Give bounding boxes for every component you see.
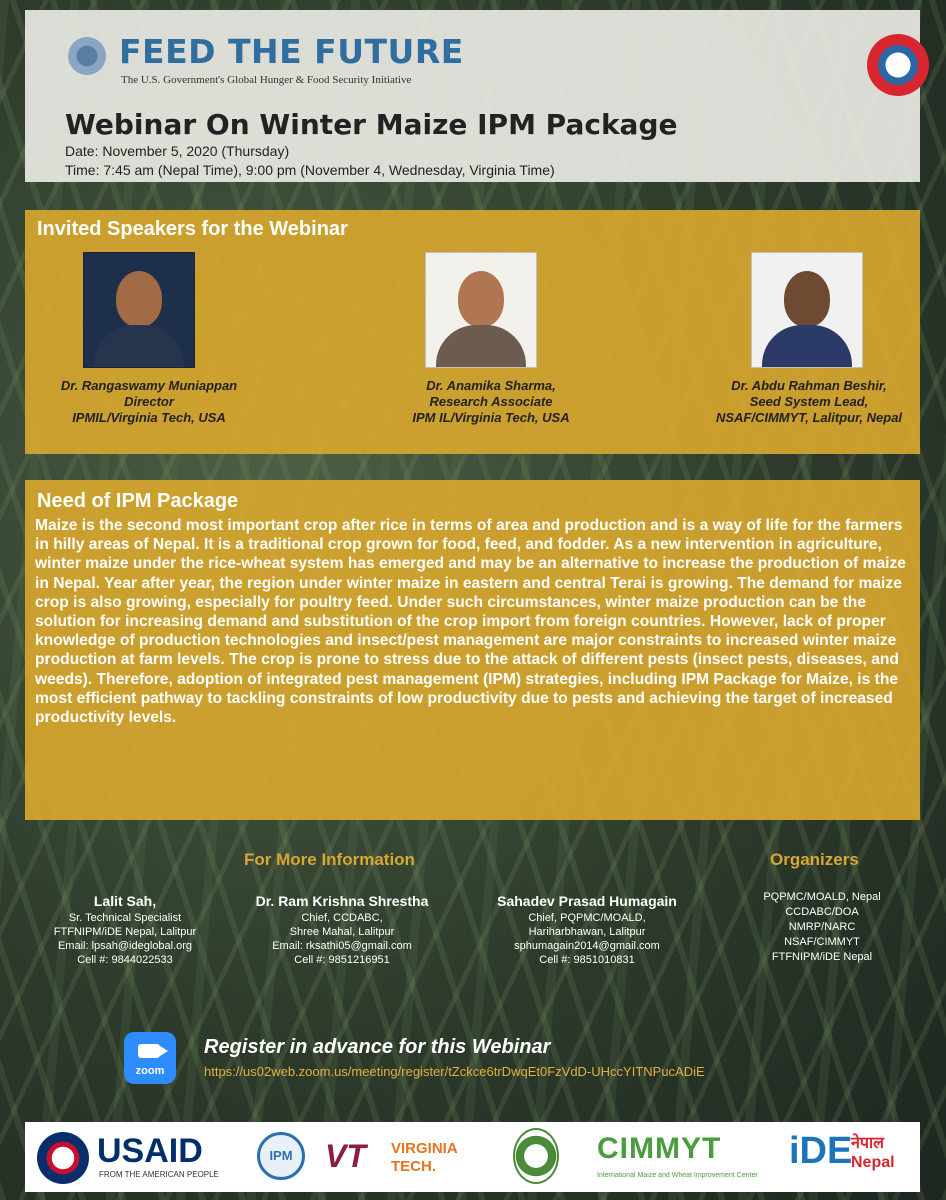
event-time: Time: 7:45 am (Nepal Time), 9:00 pm (November 4, Wednesday, Virginia Time) bbox=[65, 162, 555, 178]
ipm-logo: IPM bbox=[257, 1132, 305, 1180]
contact-name: Dr. Ram Krishna Shrestha bbox=[255, 893, 429, 909]
contact-email[interactable]: Email: rksathi05@gmail.com bbox=[272, 940, 412, 952]
speaker-torso bbox=[94, 325, 184, 367]
speaker-role: Seed System Lead, bbox=[749, 394, 869, 409]
organizer-item: NSAF/CIMMYT bbox=[784, 936, 860, 948]
event-date: Date: November 5, 2020 (Thursday) bbox=[65, 143, 290, 159]
speaker-role: Director bbox=[124, 394, 174, 409]
page-title: Webinar On Winter Maize IPM Package bbox=[65, 108, 678, 141]
feed-the-future-tagline: The U.S. Government's Global Hunger & Food Security Initiative bbox=[121, 74, 412, 86]
cimmyt-tagline: International Maize and Wheat Improvement Center bbox=[597, 1172, 758, 1179]
contact-name: Lalit Sah, bbox=[93, 893, 157, 909]
camera-icon bbox=[138, 1044, 160, 1058]
speaker-head bbox=[784, 271, 830, 327]
organizer-item: PQPMC/MOALD, Nepal bbox=[763, 891, 881, 903]
contact-title: Sr. Technical Specialist bbox=[68, 912, 182, 924]
header-banner bbox=[25, 10, 920, 182]
usaid-logo: USAID bbox=[97, 1132, 203, 1170]
vt-line-1: VIRGINIA bbox=[391, 1140, 458, 1157]
narc-logo-icon bbox=[513, 1128, 559, 1184]
need-section bbox=[25, 480, 920, 820]
contact-name: Sahadev Prasad Humagain bbox=[497, 893, 677, 909]
speaker-name: Dr. Anamika Sharma, bbox=[426, 378, 556, 393]
speaker-org: NSAF/CIMMYT, Lalitpur, Nepal bbox=[715, 410, 903, 425]
contact-phone: Cell #: 9844022533 bbox=[77, 954, 173, 966]
vt-line-2: TECH. bbox=[391, 1158, 436, 1175]
speaker-photo-beshir bbox=[751, 252, 863, 368]
speaker-card bbox=[381, 378, 601, 426]
virginia-tech-mark: VT bbox=[325, 1138, 366, 1174]
contact-phone: Cell #: 9851010831 bbox=[539, 954, 635, 966]
speaker-org: IPM IL/Virginia Tech, USA bbox=[412, 410, 570, 425]
contact-card bbox=[232, 892, 452, 967]
contact-org: Hariharbhawan, Lalitpur bbox=[528, 926, 646, 938]
contact-org: FTFNIPM/iDE Nepal, Lalitpur bbox=[53, 926, 197, 938]
contact-email[interactable]: sphumagain2014@gmail.com bbox=[514, 940, 660, 952]
speaker-card bbox=[39, 378, 259, 426]
speaker-photo-sharma bbox=[425, 252, 537, 368]
speaker-card bbox=[697, 378, 921, 426]
speaker-photo-muniappan bbox=[83, 252, 195, 368]
organizers-heading: Organizers bbox=[770, 850, 859, 869]
partner-logo-bar bbox=[25, 1122, 920, 1192]
speaker-torso bbox=[762, 325, 852, 367]
contact-card bbox=[470, 892, 704, 967]
speaker-head bbox=[458, 271, 504, 327]
speaker-head bbox=[116, 271, 162, 327]
organizer-item: NMRP/NARC bbox=[788, 921, 856, 933]
zoom-icon[interactable] bbox=[124, 1032, 176, 1084]
ide-logo: iDE bbox=[789, 1130, 853, 1172]
speakers-section bbox=[25, 210, 920, 454]
zoom-label: zoom bbox=[135, 1065, 165, 1077]
contact-org: Shree Mahal, Lalitpur bbox=[289, 926, 395, 938]
nepal-emblem-icon bbox=[867, 34, 929, 96]
organizer-item: CCDABC/DOA bbox=[785, 906, 859, 918]
ide-nepal-devanagari: नेपाल bbox=[851, 1135, 884, 1152]
need-body-text: Maize is the second most important crop after rice in terms of area and production and is a way of life for the farmers in hilly areas of Nepal. It is a traditional crop grown for food, feed, and fodder. As a new intervention in agriculture, winter maize under the rice-wheat system has emerged and may be an alternative to increase the production of maize in Nepal. Year after year, the region under winter maize in eastern and central Terai is growing. The demand for maize crop is also growing, especially for poultry feed. Under such circumstances, winter maize production can be the solution for increasing demand and substitution of the crop import from foreign countries. However, lack of proper knowledge of production technologies and insect/pest management are major constraints to increased winter maize production at farm levels. The crop is prone to stress due to the attack of different pests (insect pests, diseases, and weeds). Therefore, adoption of integrated pest management (IPM) strategies, including IPM Package for Maize, is the most efficient pathway to tackling constraints of low productivity due to pests and achieving the target of increased productivity levels. bbox=[35, 517, 906, 727]
more-info-heading: For More Information bbox=[244, 850, 415, 869]
us-seal-icon bbox=[61, 34, 113, 78]
ide-nepal-latin: Nepal bbox=[851, 1154, 895, 1171]
register-link[interactable]: https://us02web.zoom.us/meeting/register/tZckce6trDwqEt0FzVdD-UHccYITNPucADiE bbox=[204, 1064, 705, 1079]
contact-phone: Cell #: 9851216951 bbox=[294, 954, 390, 966]
contact-title: Chief, CCDABC, bbox=[301, 912, 383, 924]
contact-email[interactable]: Email: lpsah@ideglobal.org bbox=[57, 940, 193, 952]
cimmyt-logo: CIMMYT bbox=[597, 1132, 722, 1165]
organizer-item: FTFNIPM/iDE Nepal bbox=[771, 951, 873, 963]
speaker-torso bbox=[436, 325, 526, 367]
need-heading: Need of IPM Package bbox=[37, 490, 239, 512]
speaker-name: Dr. Rangaswamy Muniappan bbox=[60, 378, 238, 393]
speaker-name: Dr. Abdu Rahman Beshir, bbox=[731, 378, 887, 393]
virginia-tech-logo bbox=[391, 1140, 458, 1176]
speakers-heading: Invited Speakers for the Webinar bbox=[37, 218, 348, 240]
usaid-tagline: FROM THE AMERICAN PEOPLE bbox=[99, 1170, 219, 1179]
speaker-org: IPMIL/Virginia Tech, USA bbox=[72, 410, 226, 425]
register-heading: Register in advance for this Webinar bbox=[204, 1036, 551, 1058]
contact-card bbox=[20, 892, 230, 967]
organizers-list bbox=[742, 890, 902, 965]
contact-title: Chief, PQPMC/MOALD, bbox=[528, 912, 646, 924]
usaid-seal-icon bbox=[37, 1132, 89, 1184]
feed-the-future-logo: FEED THE FUTURE bbox=[119, 32, 464, 71]
speaker-role: Research Associate bbox=[429, 394, 553, 409]
ide-nepal-text bbox=[851, 1134, 895, 1172]
